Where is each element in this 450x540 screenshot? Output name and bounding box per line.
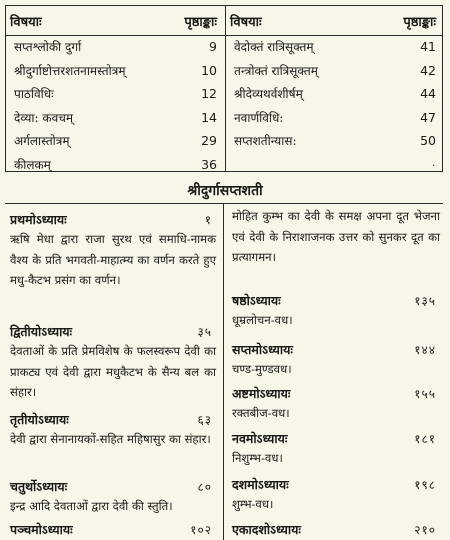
chapter-description: रक्तबीज-वध। <box>232 406 290 420</box>
chapter-heading <box>232 339 440 359</box>
chapter-5[interactable] <box>10 519 216 539</box>
header-page: पृष्ठाङ्काः <box>403 14 436 30</box>
chapter-name: प्रथमोऽध्यायः <box>10 211 67 227</box>
index-row[interactable] <box>6 82 225 106</box>
index-page: 29 <box>201 133 217 149</box>
chapter-heading <box>10 519 216 539</box>
chapter-name: तृतीयोऽध्यायः <box>10 411 69 427</box>
chapter-heading <box>10 321 216 341</box>
index-header <box>6 6 225 35</box>
chapter-page: १५५ <box>414 386 436 401</box>
index-left-column <box>6 6 225 176</box>
chapter-description: देवी द्वारा सेनानायकों-सहित महिषासुर का संहार। <box>10 432 211 446</box>
chapter-name: द्वितीयोऽध्यायः <box>10 323 73 339</box>
index-row[interactable] <box>6 35 225 59</box>
index-page: 41 <box>420 39 436 55</box>
chapter-7[interactable] <box>232 339 440 380</box>
chapter-3[interactable] <box>10 409 216 450</box>
index-topic: सप्तशतीन्यास: <box>234 134 297 149</box>
header-topic: विषयाः <box>10 14 42 30</box>
index-topic: श्रीदुर्गाष्टोत्तरशतनामस्तोत्रम् <box>14 63 126 78</box>
chapter-page: १३५ <box>414 293 436 308</box>
index-row[interactable] <box>226 82 444 106</box>
index-row[interactable] <box>6 59 225 83</box>
chapter-page: २१० <box>414 522 436 537</box>
index-page: 47 <box>420 109 436 125</box>
chapter-name: नवमोऽध्यायः <box>232 430 288 446</box>
chapter-heading <box>232 519 440 539</box>
chapter-name: दशमोऽध्यायः <box>232 476 289 492</box>
index-page: 9 <box>209 39 217 55</box>
index-row[interactable] <box>6 129 225 153</box>
chapter-description: शुम्भ-वध। <box>232 497 274 511</box>
chapter-description: निशुम्भ-वध। <box>232 451 283 465</box>
chapter-heading <box>10 476 216 496</box>
index-page: 42 <box>420 62 436 78</box>
header-topic: विषयाः <box>230 14 262 30</box>
chapter-2[interactable] <box>10 321 216 403</box>
index-row[interactable] <box>6 106 225 130</box>
chapter-11[interactable] <box>232 519 440 539</box>
index-page: 36 <box>201 156 217 172</box>
chapter-heading <box>232 383 440 403</box>
chapter-4[interactable] <box>10 476 216 517</box>
chapter-name: अष्टमोऽध्यायः <box>232 385 291 401</box>
index-topic: सप्तश्लोकी दुर्गा <box>14 40 82 55</box>
index-page: 50 <box>420 133 436 149</box>
index-row[interactable] <box>226 129 444 153</box>
chapter-page: १०२ <box>190 522 212 537</box>
index-topic: वेदोक्तं रात्रिसूक्तम् <box>234 40 314 55</box>
index-page: 14 <box>201 109 217 125</box>
index-row[interactable] <box>226 59 444 83</box>
chapter-10[interactable] <box>232 474 440 515</box>
chapter-page: १४४ <box>414 342 436 357</box>
index-topic: श्रीदेव्यथर्वशीर्षम् <box>234 87 303 102</box>
index-topic: नवार्णविधि: <box>234 110 284 125</box>
chapter-page: ८० <box>197 479 212 494</box>
chapter-page: १८१ <box>414 431 436 446</box>
chapter-page: १९८ <box>414 477 436 492</box>
chapter-5-continued <box>232 206 440 268</box>
stray-dot: . <box>432 158 436 169</box>
chapter-name: चतुर्थोऽध्यायः <box>10 478 68 494</box>
chapter-name: एकादशोऽध्यायः <box>232 521 301 537</box>
index-topic: पाठविधिः <box>14 87 54 102</box>
chapter-heading <box>10 209 216 229</box>
chapter-description: ऋषि मेधा द्वारा राजा सुरथ एवं समाधि-नामक वैश्य के प्रति भगवती-माहात्म्य का वर्णन करते हुए मधु-कैटभ प्रसंग का वर्णन। <box>10 232 216 287</box>
index-page: 12 <box>201 86 217 102</box>
chapter-name: षष्ठोऽध्यायः <box>232 292 281 308</box>
index-topic: अर्गलास्तोत्रम् <box>14 134 70 149</box>
column-divider <box>223 203 224 540</box>
chapter-description: देवताओं के प्रति प्रेमविशेष के फलस्वरूप देवी का प्राकट्य एवं देवी द्वारा मधुकैटभ के सैन्य बल का संहार। <box>10 344 216 399</box>
section-title: श्रीदुर्गासप्तशती <box>187 183 263 199</box>
chapter-heading <box>10 409 216 429</box>
chapter-page: १ <box>204 212 212 227</box>
index-header <box>226 6 444 35</box>
index-topic: कीलकम् <box>14 157 51 172</box>
chapter-description: चण्ड-मुण्डवध। <box>232 362 292 376</box>
index-page: 10 <box>201 62 217 78</box>
index-row[interactable] <box>226 35 444 59</box>
chapter-description: इन्द्र आदि देवताओं द्वारा देवी की स्तुति। <box>10 499 173 513</box>
chapter-9[interactable] <box>232 428 440 469</box>
index-topic: देव्या: कवचम् <box>14 110 74 125</box>
chapter-name: पञ्चमोऽध्यायः <box>10 521 73 537</box>
title-rule <box>5 203 443 204</box>
index-row[interactable] <box>6 153 225 177</box>
chapter-6[interactable] <box>232 290 440 331</box>
chapter-heading <box>232 428 440 448</box>
index-table <box>5 5 443 172</box>
index-row[interactable] <box>226 106 444 130</box>
header-page: पृष्ठाङ्काः <box>184 14 217 30</box>
index-page: 44 <box>420 86 436 102</box>
chapter-page: ६३ <box>197 412 212 427</box>
index-right-column <box>226 6 444 153</box>
chapter-heading <box>232 290 440 310</box>
chapter-description: धूम्रलोचन-वध। <box>232 313 293 327</box>
chapter-8[interactable] <box>232 383 440 424</box>
chapter-page: ३५ <box>197 324 212 339</box>
chapter-name: सप्तमोऽध्यायः <box>232 341 293 357</box>
chapter-heading <box>232 474 440 494</box>
chapter-description: मोहित कुम्भ का देवी के समक्ष अपना दूत भेजना एवं देवी के निराशाजनक उत्तर को सुनकर दूत का प्रत्यागमन। <box>232 209 440 264</box>
index-topic: तन्त्रोक्तं रात्रिसूक्तम् <box>234 63 318 78</box>
chapter-1[interactable] <box>10 209 216 291</box>
